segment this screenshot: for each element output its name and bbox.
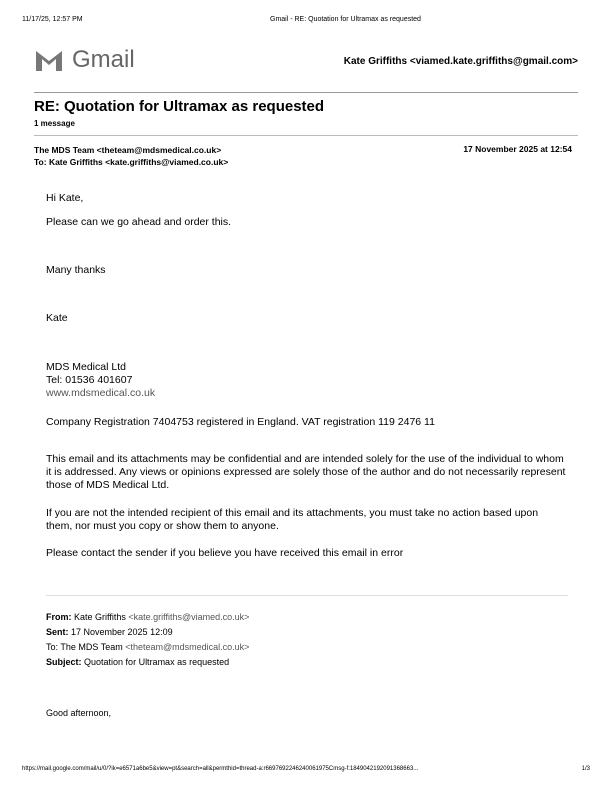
divider — [34, 135, 578, 136]
disclaimer: This email and its attachments may be confidential and are intended solely for the use of the individual to whom it is addressed. Any views or opinions expressed are solely those of the author and do not necessarily represent those of MDS Medical Ltd. — [46, 453, 566, 491]
page-number: 1/3 — [581, 766, 590, 772]
message-count: 1 message — [34, 119, 75, 128]
quoted-header — [46, 610, 249, 670]
print-footer — [22, 766, 590, 772]
body-line: Hi Kate, — [46, 192, 84, 204]
to-label: To: — [46, 642, 59, 652]
sent-label: Sent: — [46, 627, 69, 637]
signature-company: MDS Medical Ltd — [46, 361, 126, 373]
gmail-logo-text: Gmail — [72, 46, 135, 73]
quoted-to-email[interactable]: <theteam@mdsmedical.co.uk> — [125, 642, 250, 652]
divider — [34, 92, 578, 93]
body-line: Kate — [46, 312, 68, 324]
message-header — [34, 144, 228, 168]
print-datetime: 11/17/25, 12:57 PM — [22, 16, 83, 23]
quoted-from-name: Kate Griffiths — [74, 612, 126, 622]
signature — [46, 361, 155, 400]
body-line: Many thanks — [46, 264, 106, 276]
quoted-subject: Quotation for Ultramax as requested — [84, 657, 230, 667]
account-label: Kate Griffiths <viamed.kate.griffiths@gmail.com> — [343, 56, 578, 67]
subject-label: Subject: — [46, 657, 82, 667]
sender: The MDS Team <theteam@mdsmedical.co.uk> — [34, 145, 222, 155]
print-title: Gmail - RE: Quotation for Ultramax as requested — [270, 16, 421, 23]
signature-website-link[interactable]: www.mdsmedical.co.uk — [46, 387, 156, 399]
disclaimer: If you are not the intended recipient of this email and its attachments, you must take no action based upon them, nor must you copy or show them to anyone. — [46, 507, 539, 532]
quoted-greeting: Good afternoon, — [46, 708, 112, 718]
footer-url: https://mail.google.com/mail/u/0/?ik=e6571a6be5&view=pt&search=all&permthid=thread-a:r6697692246240061975Cmsg-f:1849042192091368663... — [22, 766, 419, 772]
registration: Company Registration 7404753 registered in England. VAT registration 119 2476 11 — [46, 416, 435, 428]
gmail-m-icon — [34, 49, 64, 71]
message-date: 17 November 2025 at 12:54 — [463, 144, 572, 154]
disclaimer: Please contact the sender if you believe you have received this email in error — [46, 547, 404, 559]
recipient: To: Kate Griffiths <kate.griffiths@viamed.co.uk> — [34, 157, 229, 167]
signature-tel: Tel: 01536 401607 — [46, 374, 133, 386]
gmail-logo — [34, 46, 135, 74]
quoted-to-name: The MDS Team — [60, 642, 123, 652]
quote-divider — [46, 595, 568, 596]
from-label: From: — [46, 612, 72, 622]
quoted-sent: 17 November 2025 12:09 — [71, 627, 173, 637]
quoted-from-email[interactable]: <kate.griffiths@viamed.co.uk> — [128, 612, 250, 622]
thread-subject: RE: Quotation for Ultramax as requested — [34, 98, 325, 115]
body-line: Please can we go ahead and order this. — [46, 216, 232, 228]
